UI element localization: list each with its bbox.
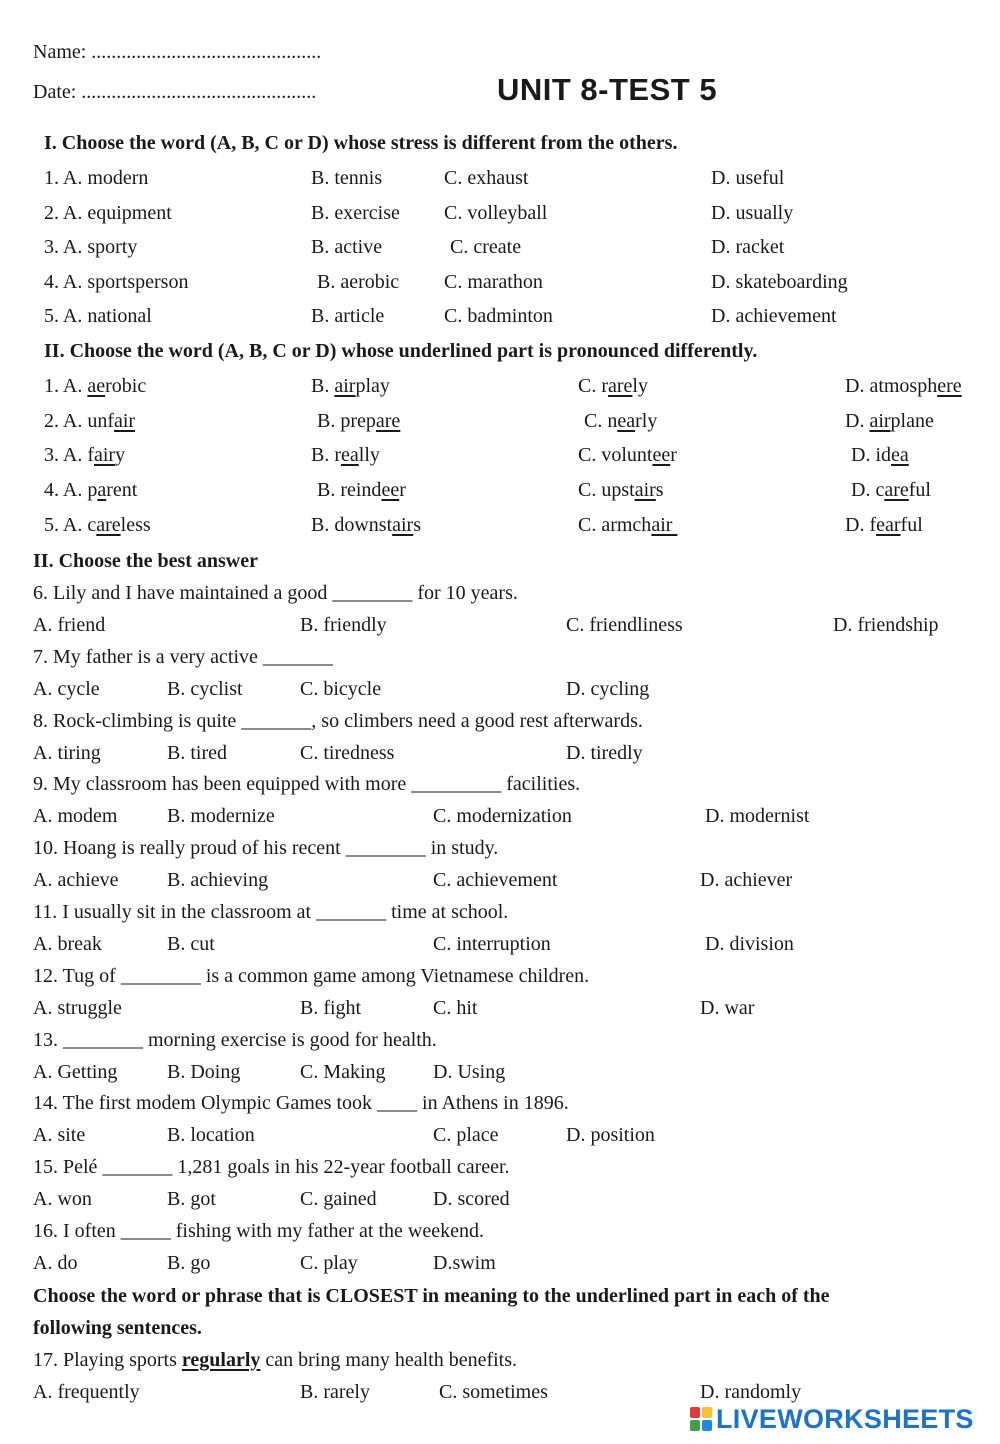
- s2-q4-option-c[interactable]: [578, 478, 664, 502]
- s2-q5-option-b-post: s: [413, 513, 422, 536]
- s2-q3-option-d-underlined: ea: [891, 444, 909, 467]
- s2-q1-option-a-underlined: ae: [87, 375, 106, 397]
- s2-q4-option-b-underlined: ee: [381, 479, 400, 502]
- option-13-b[interactable]: B. Doing: [167, 1060, 241, 1083]
- s2-q5-option-c[interactable]: [578, 513, 677, 537]
- s2-q4-option-c-post: s: [655, 479, 664, 502]
- option-9-b[interactable]: B. modernize: [167, 805, 275, 828]
- option-11-a[interactable]: A. break: [33, 933, 102, 955]
- s2-q4-option-a-underlined: a: [97, 479, 107, 502]
- s2-q3-option-c-post: r: [670, 444, 677, 467]
- question-10: 10. Hoang is really proud of his recent ________ in study.: [33, 837, 499, 860]
- s2-q1-option-d[interactable]: [845, 374, 962, 398]
- s2-q2-option-d-underlined: air: [869, 409, 891, 432]
- question-7: 7. My father is a very active _______: [33, 645, 333, 668]
- option-6-a[interactable]: A. friend: [33, 614, 106, 636]
- s1-q4-option-d[interactable]: D. skateboarding: [711, 270, 848, 293]
- s1-q4-option-a[interactable]: 4. A. sportsperson: [44, 270, 189, 293]
- s2-q3-option-c-pre: C. volunt: [578, 444, 653, 467]
- s2-q2-option-c-pre: C. n: [584, 409, 618, 432]
- option-6-c[interactable]: C. friendliness: [566, 614, 683, 636]
- s2-q1-option-b-pre: B.: [311, 375, 335, 397]
- s1-q1-option-a[interactable]: 1. A. modern: [44, 167, 149, 189]
- s2-q4-option-b[interactable]: [317, 478, 406, 502]
- s2-q1-option-d-pre: D. atmosph: [845, 375, 938, 397]
- option-14-b[interactable]: B. location: [167, 1124, 255, 1147]
- section-2-heading: II. Choose the word (A, B, C or D) whose underlined part is pronounced differently.: [44, 340, 758, 362]
- question-12: 12. Tug of ________ is a common game among Vietnamese children.: [33, 964, 590, 987]
- s2-q2-option-c-post: rly: [635, 409, 658, 432]
- section-3-heading: II. Choose the best answer: [33, 550, 258, 572]
- question-17: [33, 1348, 517, 1372]
- option-8-c[interactable]: C. tiredness: [300, 741, 395, 764]
- s2-q4-option-b-post: r: [399, 479, 406, 502]
- option-14-a[interactable]: A. site: [33, 1124, 86, 1147]
- s1-q3-option-d[interactable]: D. racket: [711, 236, 785, 259]
- option-6-b[interactable]: B. friendly: [300, 614, 387, 636]
- option-7-d[interactable]: D. cycling: [566, 677, 650, 700]
- s2-q4-option-d-underlined: are: [884, 479, 909, 502]
- s2-q3-option-b-post: lly: [358, 444, 380, 467]
- s2-q4-option-a[interactable]: [44, 478, 137, 502]
- s2-q1-option-c[interactable]: [578, 374, 648, 398]
- s2-q5-option-d-underlined: ear: [876, 513, 901, 536]
- s1-q2-option-a[interactable]: 2. A. equipment: [44, 201, 172, 224]
- s2-q1-option-b[interactable]: [311, 374, 390, 398]
- section-1-heading: I. Choose the word (A, B, C or D) whose stress is different from the others.: [44, 132, 678, 154]
- s2-q1-option-b-post: play: [355, 375, 390, 397]
- question-14: 14. The first modem Olympic Games took ____ in Athens in 1896.: [33, 1092, 569, 1115]
- s1-q5-option-b[interactable]: B. article: [311, 305, 385, 328]
- s2-q5-option-a-pre: 5. A. c: [44, 513, 97, 536]
- s2-q1-option-c-post: ly: [632, 375, 648, 397]
- date-field[interactable]: Date: ...............................................: [33, 81, 317, 103]
- s2-q2-option-a-underlined: air: [114, 409, 136, 432]
- s1-q3-option-b[interactable]: B. active: [311, 236, 383, 259]
- option-7-a[interactable]: A. cycle: [33, 677, 100, 700]
- option-8-a[interactable]: A. tiring: [33, 741, 101, 764]
- s2-q2-option-a[interactable]: [44, 409, 135, 433]
- question-17-keyword: regularly: [181, 1349, 261, 1371]
- s2-q5-option-a[interactable]: [44, 513, 151, 537]
- s2-q2-option-c[interactable]: [584, 409, 657, 433]
- question-17-text-after: can bring many health benefits.: [260, 1349, 518, 1371]
- s2-q4-option-c-pre: C. upst: [578, 479, 635, 502]
- s1-q2-option-b[interactable]: B. exercise: [311, 201, 400, 224]
- option-12-b[interactable]: B. fight: [300, 996, 362, 1019]
- s2-q3-option-b-underlined: ea: [341, 444, 359, 467]
- s2-q5-option-d[interactable]: [845, 513, 923, 537]
- s1-q5-option-a[interactable]: 5. A. national: [44, 305, 152, 328]
- s1-q1-option-d[interactable]: D. useful: [711, 167, 785, 189]
- section-4-heading-line-1: Choose the word or phrase that is CLOSEST in meaning to the underlined part in each of the: [33, 1285, 830, 1307]
- s2-q3-option-a-pre: 3. A. f: [44, 444, 94, 467]
- s1-q1-option-b[interactable]: B. tennis: [311, 167, 383, 189]
- s2-q4-option-a-post: rent: [106, 479, 138, 502]
- s1-q3-option-c[interactable]: C. create: [450, 236, 522, 259]
- s2-q1-option-c-pre: C. r: [578, 375, 608, 397]
- option-13-a[interactable]: A. Getting: [33, 1060, 118, 1083]
- s2-q2-option-b[interactable]: [317, 409, 400, 433]
- s2-q5-option-b-underlined: air: [392, 513, 414, 536]
- option-16-d[interactable]: D.swim: [433, 1252, 496, 1274]
- option-8-d[interactable]: D. tiredly: [566, 741, 643, 764]
- s2-q1-option-d-underlined: ere: [937, 375, 962, 397]
- s2-q1-option-b-underlined: air: [334, 375, 356, 397]
- s1-q5-option-c[interactable]: C. badminton: [444, 305, 553, 328]
- s2-q2-option-d[interactable]: [845, 409, 934, 433]
- s2-q5-option-c-pre: C. armch: [578, 513, 652, 536]
- s2-q3-option-b-pre: B. r: [311, 444, 341, 467]
- s2-q3-option-d-pre: D. id: [851, 444, 891, 467]
- option-15-c[interactable]: C. gained: [300, 1188, 377, 1211]
- s2-q5-option-d-pre: D. f: [845, 513, 877, 536]
- option-12-c[interactable]: C. hit: [433, 996, 478, 1019]
- section-4-heading-line-2: following sentences.: [33, 1317, 202, 1339]
- question-11: 11. I usually sit in the classroom at _______ time at school.: [33, 901, 509, 923]
- option-11-b[interactable]: B. cut: [167, 933, 215, 955]
- liveworksheets-logo-text: LIVEWORKSHEETS: [716, 1403, 974, 1434]
- s2-q3-option-c-underlined: ee: [652, 444, 671, 467]
- s1-q2-option-d[interactable]: D. usually: [711, 201, 794, 224]
- option-16-c[interactable]: C. play: [300, 1252, 358, 1274]
- option-15-d[interactable]: D. scored: [433, 1188, 510, 1211]
- s2-q1-option-c-underlined: are: [608, 375, 633, 397]
- liveworksheets-logo: [690, 1404, 974, 1434]
- s2-q5-option-c-underlined: air: [651, 513, 678, 536]
- s1-q4-option-c[interactable]: C. marathon: [444, 270, 543, 293]
- s2-q3-option-a[interactable]: [44, 443, 125, 467]
- s2-q5-option-d-post: ful: [900, 513, 923, 536]
- s1-q3-option-a[interactable]: 3. A. sporty: [44, 236, 138, 259]
- option-17-b[interactable]: B. rarely: [300, 1381, 370, 1403]
- option-17-c[interactable]: C. sometimes: [439, 1381, 548, 1403]
- s2-q2-option-b-underlined: are: [375, 409, 401, 432]
- s1-q4-option-b[interactable]: B. aerobic: [317, 270, 400, 293]
- s2-q2-option-b-pre: B. prep: [317, 409, 376, 432]
- option-9-a[interactable]: A. modem: [33, 805, 118, 828]
- s2-q5-option-b[interactable]: [311, 513, 421, 537]
- question-6: 6. Lily and I have maintained a good ________ for 10 years.: [33, 582, 518, 604]
- name-field[interactable]: Name: ..............................................: [33, 41, 322, 63]
- option-14-c[interactable]: C. place: [433, 1124, 499, 1147]
- s2-q4-option-d-pre: D. c: [851, 479, 885, 502]
- s2-q4-option-a-pre: 4. A. p: [44, 479, 98, 502]
- option-7-c[interactable]: C. bicycle: [300, 677, 382, 700]
- s2-q4-option-d-post: ful: [908, 479, 931, 502]
- liveworksheets-logo-icon: [690, 1407, 712, 1431]
- option-10-d[interactable]: D. achiever: [700, 869, 793, 892]
- question-16: 16. I often _____ fishing with my father at the weekend.: [33, 1220, 484, 1242]
- option-17-a[interactable]: A. frequently: [33, 1381, 140, 1403]
- s2-q3-option-a-underlined: air: [94, 444, 116, 467]
- option-10-c[interactable]: C. achievement: [433, 869, 558, 892]
- option-6-d[interactable]: D. friendship: [833, 614, 939, 636]
- s2-q4-option-b-pre: B. reind: [317, 479, 382, 502]
- question-9: 9. My classroom has been equipped with more _________ facilities.: [33, 773, 581, 796]
- option-8-b[interactable]: B. tired: [167, 741, 227, 764]
- s2-q3-option-c[interactable]: [578, 443, 677, 467]
- option-10-b[interactable]: B. achieving: [167, 869, 269, 892]
- option-11-d[interactable]: D. division: [705, 933, 794, 955]
- s2-q5-option-a-underlined: are: [96, 513, 121, 536]
- option-10-a[interactable]: A. achieve: [33, 869, 119, 892]
- option-9-c[interactable]: C. modernization: [433, 805, 572, 828]
- question-13: 13. ________ morning exercise is good for health.: [33, 1028, 437, 1051]
- option-14-d[interactable]: D. position: [566, 1124, 655, 1147]
- s2-q1-option-a-post: robic: [105, 375, 147, 397]
- s2-q4-option-c-underlined: air: [634, 479, 656, 502]
- question-15: 15. Pelé _______ 1,281 goals in his 22-year football career.: [33, 1156, 510, 1179]
- option-12-d[interactable]: D. war: [700, 996, 755, 1019]
- option-9-d[interactable]: D. modernist: [705, 805, 810, 828]
- s2-q1-option-a[interactable]: [44, 374, 146, 398]
- option-15-a[interactable]: A. won: [33, 1188, 92, 1211]
- question-8: 8. Rock-climbing is quite _______, so climbers need a good rest afterwards.: [33, 709, 643, 732]
- s2-q2-option-a-pre: 2. A. unf: [44, 409, 114, 432]
- s1-q5-option-d[interactable]: D. achievement: [711, 305, 837, 328]
- option-17-d[interactable]: D. randomly: [700, 1381, 802, 1403]
- option-7-b[interactable]: B. cyclist: [167, 677, 243, 700]
- option-16-b[interactable]: B. go: [167, 1252, 211, 1274]
- s2-q4-option-d[interactable]: [851, 478, 931, 502]
- s1-q1-option-c[interactable]: C. exhaust: [444, 167, 529, 189]
- s2-q5-option-a-post: less: [120, 513, 151, 536]
- s2-q2-option-d-post: plane: [890, 409, 934, 432]
- option-15-b[interactable]: B. got: [167, 1188, 216, 1211]
- s1-q2-option-c[interactable]: C. volleyball: [444, 201, 548, 224]
- s2-q2-option-c-underlined: ea: [617, 409, 636, 432]
- page-title: UNIT 8-TEST 5: [497, 72, 718, 107]
- option-12-a[interactable]: A. struggle: [33, 996, 122, 1019]
- s2-q3-option-a-post: y: [115, 444, 126, 467]
- option-13-c[interactable]: C. Making: [300, 1060, 386, 1083]
- s2-q2-option-d-pre: D.: [845, 409, 870, 432]
- option-16-a[interactable]: A. do: [33, 1252, 78, 1274]
- option-11-c[interactable]: C. interruption: [433, 933, 551, 955]
- question-17-text-before: 17. Playing sports: [33, 1349, 182, 1371]
- s2-q5-option-b-pre: B. downst: [311, 513, 393, 536]
- s2-q3-option-b[interactable]: [311, 443, 380, 467]
- s2-q3-option-d[interactable]: [851, 443, 909, 467]
- option-13-d[interactable]: D. Using: [433, 1060, 506, 1083]
- s2-q1-option-a-pre: 1. A.: [44, 375, 88, 397]
